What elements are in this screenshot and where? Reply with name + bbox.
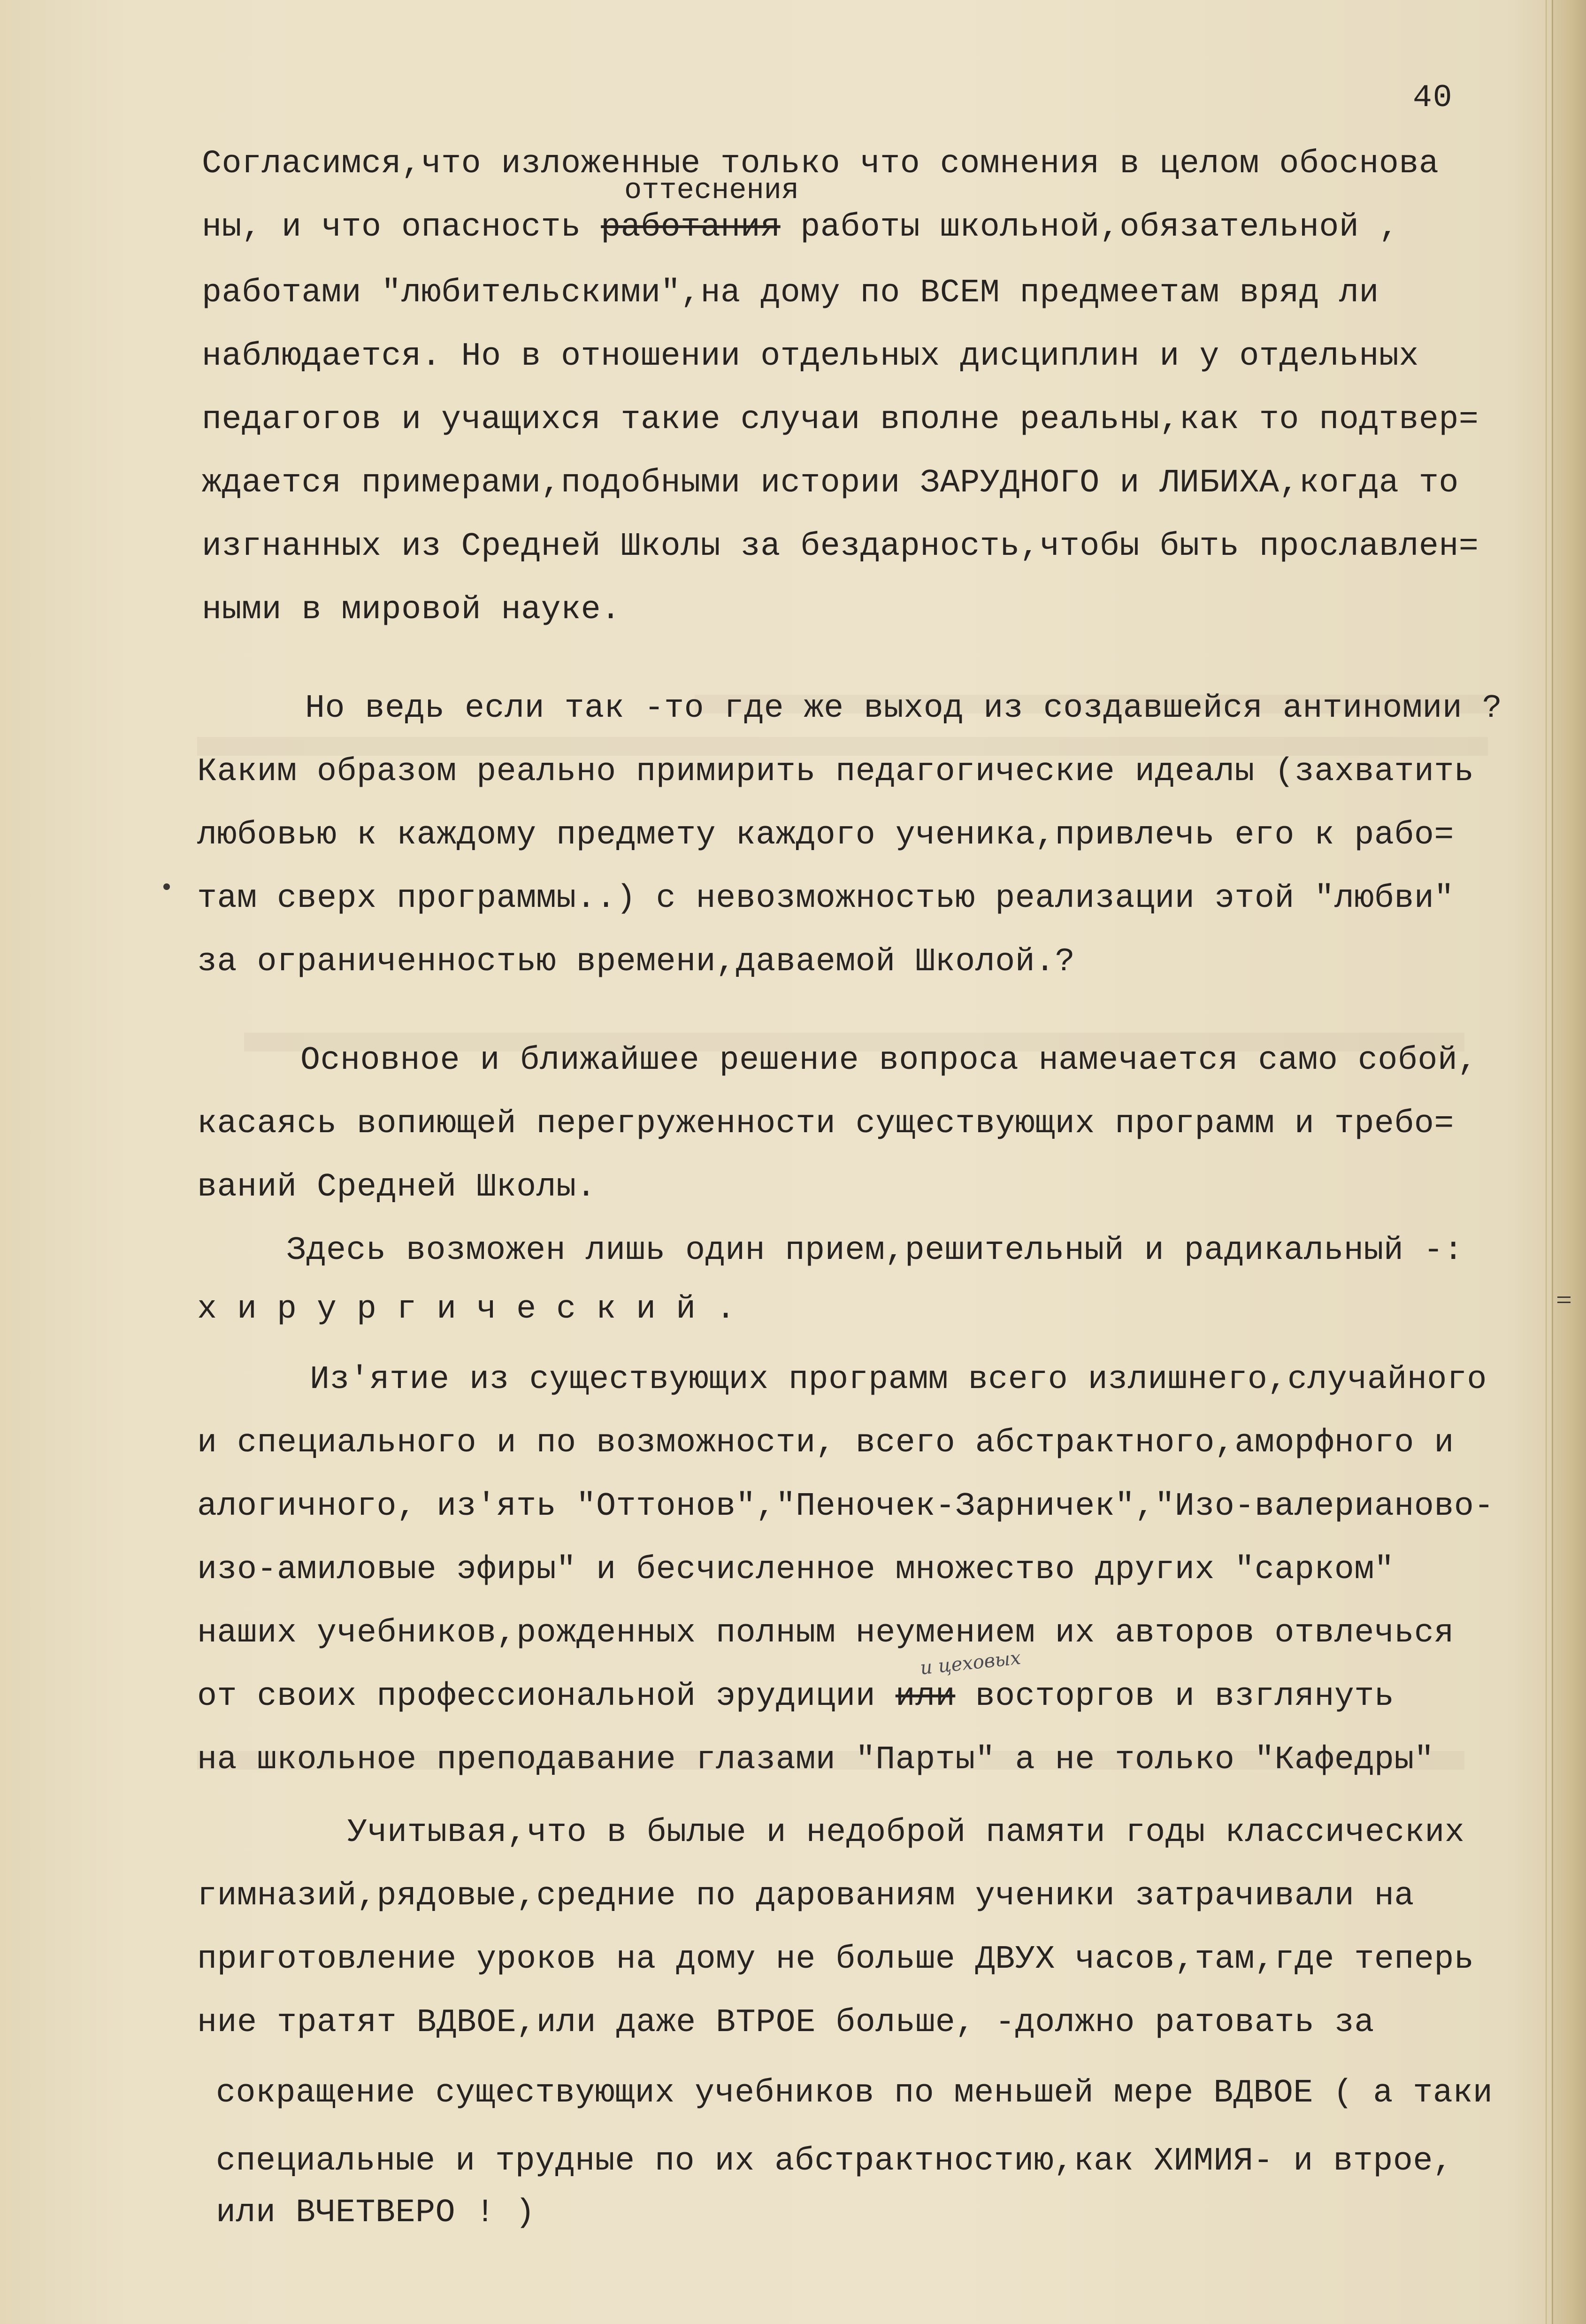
text-line-part: восторгов и взглянуть (955, 1678, 1394, 1715)
text-line: любовью к каждому предмету каждого ученика,привлечь его к рабо= (197, 817, 1454, 854)
text-line-part: работы школьной,обязательной , (780, 209, 1399, 246)
text-line: Учитывая,что в былые и недоброй памяти годы классических (347, 1814, 1465, 1851)
handwritten-note: и цеховых (919, 1647, 1022, 1680)
text-line: ние тратят ВДВОЕ,или даже ВТРОЕ больше, -должно ратовать за (197, 2004, 1374, 2041)
text-line: на школьное преподавание глазами "Парты" а не только "Кафедры" (197, 1741, 1434, 1779)
struck-word: работания (601, 209, 781, 246)
text-line: Согласимся,что изложенные только что сомнения в целом обоснова (202, 146, 1439, 183)
text-line: Здесь возможен лишь один прием,решительный и радикальный -: (286, 1232, 1463, 1269)
text-line: Из'ятие из существующих программ всего излишнего,случайного (310, 1361, 1487, 1398)
text-line: ваний Средней Школы. (197, 1169, 597, 1206)
text-line: там сверх программы..) с невозможностью реализации этой "любви" (197, 880, 1454, 917)
margin-mark (1557, 1296, 1571, 1303)
inserted-word: оттеснения (624, 174, 799, 207)
text-line: Каким образом реально примирить педагогические идеалы (захватить (197, 753, 1474, 790)
text-line-part: от своих профессиональной эрудиции (197, 1678, 896, 1715)
text-line (202, 207, 1399, 249)
text-line: изо-амиловые эфиры" и бесчисленное множество других "сарком" (197, 1551, 1394, 1588)
struck-word: или (895, 1678, 956, 1715)
text-line: Но ведь если так -то где же выход из создавшейся антиномии ? (305, 690, 1502, 727)
text-line: работами "любительскими",на дому по ВСЕМ предмеетам вряд ли (202, 275, 1379, 312)
text-line: Основное и ближайшее решение вопроса намечается само собой, (300, 1042, 1478, 1079)
text-line-part: ны, и что опасность (202, 209, 581, 246)
margin-dot (163, 883, 170, 890)
text-line: и специального и по возможности, всего абстрактного,аморфного и (197, 1425, 1454, 1462)
page-number: 40 (1413, 80, 1453, 116)
text-line: изгнанных из Средней Школы за бездарность,чтобы быть прославлен= (202, 528, 1479, 565)
text-line: специальные и трудные по их абстрактностию,как ХИМИЯ- и втрое, (216, 2143, 1453, 2180)
text-line: алогичного, из'ять "Оттонов","Пеночек-Зарничек","Изо-валерианово- (197, 1488, 1494, 1525)
text-line: за ограниченностью времени,даваемой Школой.? (197, 943, 1075, 981)
text-line: гимназий,рядовые,средние по дарованиям ученики затрачивали на (197, 1878, 1414, 1915)
text-line: ждается примерами,подобными истории ЗАРУДНОГО и ЛИБИХА,когда то (202, 465, 1459, 502)
text-line: ными в мировой науке. (202, 591, 621, 629)
text-line: или ВЧЕТВЕРО ! ) (216, 2194, 536, 2232)
text-line: наблюдается. Но в отношении отдельных дисциплин и у отдельных (202, 338, 1419, 375)
text-line: сокращение существующих учебников по меньшей мере ВДВОЕ ( а таки (216, 2075, 1493, 2112)
text-line (197, 1676, 1394, 1718)
page-edge (1552, 0, 1586, 2324)
text-line: приготовление уроков на дому не больше ДВУХ часов,там,где теперь (197, 1941, 1474, 1978)
text-line: наших учебников,рожденных полным неумением их авторов отвлечься (197, 1615, 1454, 1652)
text-line: х и р у р г и ч е с к и й . (197, 1291, 736, 1328)
text-line: касаясь вопиющей перегруженности существующих программ и требо= (197, 1105, 1454, 1143)
text-line: педагогов и учащихся такие случаи вполне реальны,как то подтвер= (202, 401, 1479, 438)
